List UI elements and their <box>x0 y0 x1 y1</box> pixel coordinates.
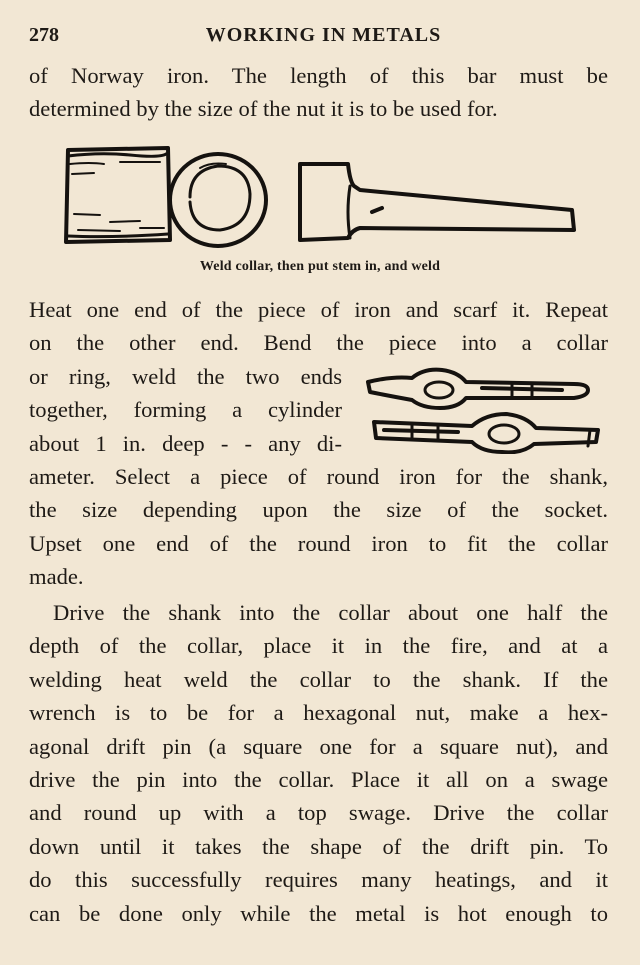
text-line: or ring, weld the two ends <box>29 363 342 389</box>
text-line: Upset one end of the round iron to fit the collar <box>29 530 608 556</box>
page-number: 278 <box>29 24 59 46</box>
text-line: made. <box>29 564 84 590</box>
text-line: ameter. Select a piece of round iron for the shank, <box>29 464 608 490</box>
collar-and-stem-illustration <box>60 142 580 250</box>
running-title: WORKING IN METALS <box>205 24 442 46</box>
text-line: wrench is to be for a hexagonal nut, make a hex- <box>29 700 608 726</box>
text-line: the size depending upon the size of the socket. <box>29 497 608 523</box>
text-line: drive the pin into the collar. Place it all on a swage <box>29 767 608 793</box>
text-line: depth of the collar, place it in the fire, and at a <box>29 633 608 659</box>
text-line: of Norway iron. The length of this bar must be <box>29 63 608 88</box>
figure-caption: Weld collar, then put stem in, and weld <box>199 259 441 274</box>
running-head <box>29 24 608 52</box>
paragraph-norway-iron <box>29 59 608 126</box>
wrench-drawing-top <box>368 370 588 408</box>
text-line: can be done only while the metal is hot enough to <box>29 900 608 926</box>
text-line: on the other end. Bend the piece into a collar <box>29 330 608 356</box>
paragraph-drive-shank <box>29 596 608 930</box>
ring-drawing <box>170 154 266 246</box>
collar-cylinder-drawing <box>66 148 170 242</box>
text-line: and round up with a top swage. Drive the collar <box>29 800 608 826</box>
text-line: do this successfully requires many heatings, and it <box>29 867 608 893</box>
text-line: determined by the size of the nut it is to be used for. <box>29 96 498 122</box>
text-line: welding heat weld the collar to the shank. If the <box>29 666 608 692</box>
text-line: about 1 in. deep - - any di- <box>29 430 342 456</box>
text-line: Heat one end of the piece of iron and scarf it. Repeat <box>29 297 608 322</box>
text-line: together, forming a cylinder <box>29 397 342 423</box>
wrench-drawing-bottom <box>374 414 598 452</box>
text-line: down until it takes the shape of the drift pin. To <box>29 833 608 859</box>
text-line: agonal drift pin (a square one for a square nut), and <box>29 733 608 759</box>
text-line: Drive the shank into the collar about one half the <box>53 600 608 625</box>
stem-drawing <box>300 164 574 240</box>
wrench-illustration <box>362 366 612 454</box>
